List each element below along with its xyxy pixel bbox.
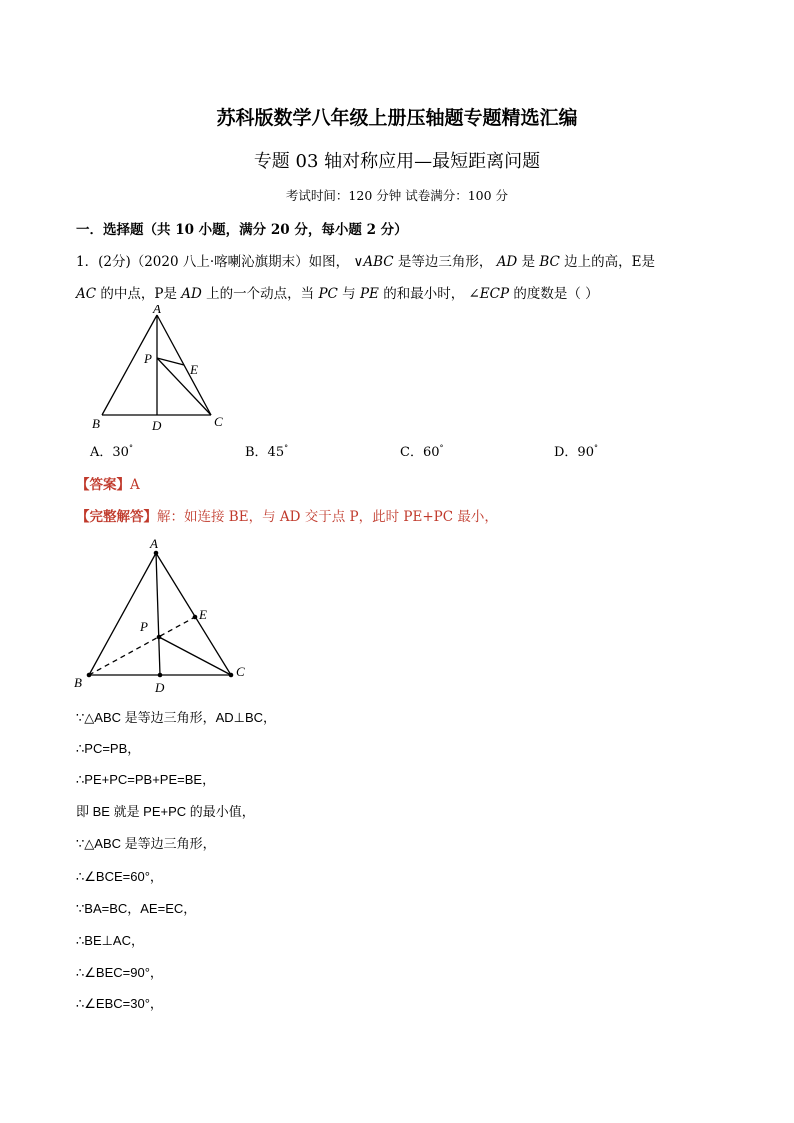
option-d-sup: ° (593, 443, 598, 453)
option-d-label: D．90 (554, 445, 594, 460)
question-text: 是等边三角形， (397, 254, 493, 270)
angle-ecp: ∠ECP (468, 286, 510, 302)
point-p (157, 635, 162, 640)
point-e (193, 615, 198, 620)
option-b-label: B．45 (245, 445, 285, 460)
answer-line (76, 473, 140, 493)
option-a[interactable] (90, 441, 133, 460)
solution-tag: 【完整解答】 (76, 509, 157, 525)
question-text: 的和最小时， (383, 286, 465, 302)
option-c-sup: ° (439, 443, 444, 453)
altitude-ad (156, 553, 160, 675)
option-c-label: C．60 (400, 445, 440, 460)
solution-step: ∴PC=PB， (76, 741, 141, 756)
solution-step: ∴∠EBC=30°， (76, 996, 163, 1011)
segment-pc: PC (318, 286, 338, 302)
label-e: E (199, 607, 207, 622)
question-text: 上的一个动点，当 (206, 286, 319, 302)
segment-pc (157, 358, 211, 415)
point-a (154, 551, 159, 556)
label-b: B (92, 416, 100, 431)
solution-step: ∴BE⊥AC， (76, 933, 144, 948)
segment-bc: BC (539, 254, 560, 270)
label-b: B (74, 675, 82, 690)
answer-tag: 【答案】 (76, 477, 130, 493)
point-b (87, 673, 92, 678)
segment-ad: AD (181, 286, 202, 302)
question-text: 与 (342, 286, 360, 302)
label-p: P (140, 619, 148, 634)
topic-title: 专题 03 轴对称应用—最短距离问题 (253, 151, 541, 172)
option-d[interactable] (554, 441, 598, 460)
option-c[interactable] (400, 441, 444, 460)
series-title: 苏科版数学八年级上册压轴题专题精选汇编 (216, 107, 578, 129)
segment-ad: AD (496, 254, 518, 270)
label-p: P (144, 351, 152, 366)
solution-intro (76, 505, 498, 525)
question-text: 的中点，P是 (100, 286, 182, 302)
question-text: 的度数是（ ） (513, 286, 599, 302)
question-line-2 (76, 282, 599, 302)
solution-step: ∴∠BCE=60°， (76, 869, 163, 884)
point-d (158, 673, 163, 678)
solution-intro-text: 解：如连接 BE，与 AD 交于点 P，此时 PE+PC 最小， (157, 509, 498, 525)
option-b[interactable] (245, 441, 288, 460)
segment-ac: AC (76, 286, 97, 302)
question-prefix: 1．(2分)（2020 八上·喀喇沁旗期末）如图， (76, 254, 350, 270)
side-ac (156, 553, 231, 675)
label-d: D (152, 418, 162, 433)
answer-value: A (130, 477, 140, 493)
solution-figure (66, 533, 266, 698)
section-heading: 一．选择题（共 10 小题，满分 20 分，每小题 2 分） (76, 222, 408, 238)
question-figure (86, 305, 236, 435)
segment-pe: PE (359, 286, 379, 302)
question-text: 是 (521, 254, 540, 270)
solution-step: ∵BA=BC，AE=EC， (76, 901, 197, 916)
question-line-1 (76, 250, 655, 270)
question-text: 边上的高，E是 (564, 254, 656, 270)
label-c: C (236, 664, 245, 679)
label-c: C (214, 414, 223, 429)
label-d: D (155, 680, 165, 695)
option-a-sup: ° (128, 443, 133, 453)
triangle-abc: ∨ABC (353, 254, 394, 270)
label-e: E (190, 362, 198, 377)
solution-step: ∴∠BEC=90°， (76, 965, 163, 980)
label-a: A (153, 305, 161, 316)
exam-info: 考试时间：120 分钟 试卷满分：100 分 (285, 188, 509, 203)
option-b-sup: ° (284, 443, 289, 453)
segment-pc (159, 637, 231, 675)
solution-step: 即 BE 就是 PE+PC 的最小值， (76, 804, 255, 819)
solution-step: ∵△ABC 是等边三角形，AD⊥BC， (76, 710, 277, 725)
point-c (229, 673, 234, 678)
solution-step: ∵△ABC 是等边三角形， (76, 836, 216, 851)
option-a-label: A．30 (90, 445, 129, 460)
solution-step: ∴PE+PC=PB+PE=BE， (76, 772, 216, 787)
label-a: A (150, 536, 158, 551)
